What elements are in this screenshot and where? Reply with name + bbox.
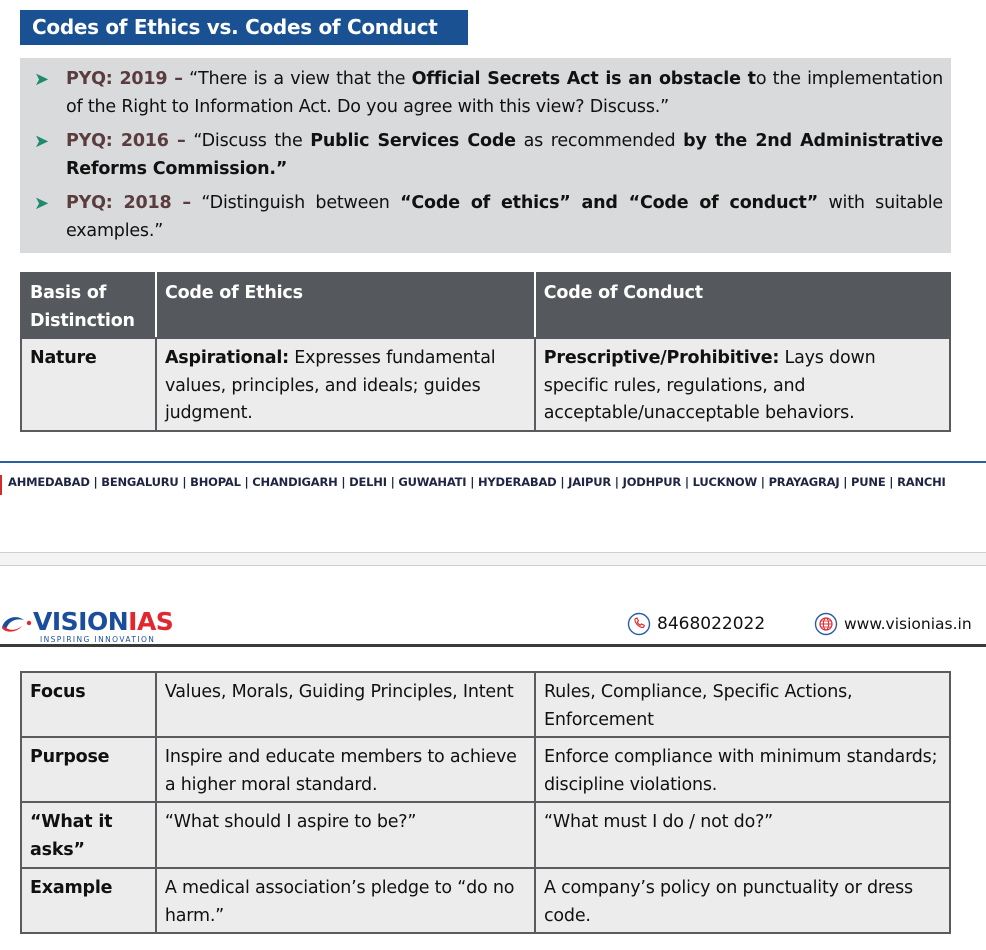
cell-conduct: Enforce compliance with minimum standards; discipline violations. bbox=[535, 737, 950, 802]
pyq-box bbox=[20, 58, 951, 253]
cell-ethics: Values, Morals, Guiding Principles, Intent bbox=[156, 672, 535, 737]
header-code-of-ethics: Code of Ethics bbox=[156, 273, 535, 338]
chevron-right-icon: ➤ bbox=[34, 193, 50, 214]
basis-label: Example bbox=[30, 878, 113, 898]
cell-conduct: Rules, Compliance, Specific Actions, Enforcement bbox=[535, 672, 950, 737]
pyq-text-part: with suitable examples.” bbox=[66, 193, 943, 241]
footer-divider bbox=[0, 461, 986, 463]
cell-ethics bbox=[156, 338, 535, 431]
logo-wordmark bbox=[33, 608, 173, 636]
basis-label: Purpose bbox=[30, 747, 110, 767]
pyq-text-bold: Public Services Code bbox=[310, 131, 516, 151]
cell-conduct: “What must I do / not do?” bbox=[535, 802, 950, 868]
pyq-text-part: as recommended bbox=[515, 131, 684, 151]
phone-contact bbox=[627, 612, 765, 636]
logo-vision: VISION bbox=[33, 607, 129, 636]
visionias-logo bbox=[0, 607, 174, 644]
pyq-text bbox=[66, 128, 943, 183]
basis-label: “What it asks” bbox=[30, 812, 113, 860]
table-row bbox=[21, 672, 950, 737]
ethics-text: Expresses fundamental values, principles, and ideals; guides judgment. bbox=[164, 348, 496, 423]
pyq-text-bold: “Code of ethics” and “Code of conduct” bbox=[400, 193, 819, 213]
cell-conduct: A company’s policy on punctuality or dress code. bbox=[535, 868, 950, 933]
table-row bbox=[21, 338, 950, 431]
header-code-of-conduct: Code of Conduct bbox=[535, 273, 950, 338]
pyq-item bbox=[30, 66, 943, 121]
chevron-right-icon: ➤ bbox=[34, 131, 50, 152]
logo-tagline: INSPIRING INNOVATION bbox=[40, 635, 156, 644]
logo-ias: IAS bbox=[128, 607, 174, 636]
pyq-item bbox=[30, 190, 943, 245]
pyq-label: PYQ: 2018 – bbox=[66, 193, 191, 213]
page-header bbox=[0, 598, 986, 648]
comparison-table-part2 bbox=[20, 671, 951, 934]
conduct-text: Lays down specific rules, regulations, and acceptable/unacceptable behaviors. bbox=[543, 348, 876, 423]
footer-cities: AHMEDABAD | BENGALURU | BHOPAL | CHANDIGARH | DELHI | GUWAHATI | HYDERABAD | JAIPUR | JODHPUR | LUCKNOW | PRAYAGRAJ | PUNE | RANCHI bbox=[0, 475, 986, 495]
table-row bbox=[21, 868, 950, 933]
cell-ethics: “What should I aspire to be?” bbox=[156, 802, 535, 868]
cell-basis bbox=[21, 802, 156, 868]
pyq-text-bold: Official Secrets Act is an obstacle t bbox=[411, 69, 756, 89]
cell-ethics: Inspire and educate members to achieve a higher moral standard. bbox=[156, 737, 535, 802]
ethics-bold: Aspirational: bbox=[164, 348, 289, 368]
website-contact bbox=[814, 612, 972, 636]
header-divider bbox=[0, 644, 986, 647]
pyq-label: PYQ: 2016 – bbox=[66, 131, 186, 151]
cell-basis bbox=[21, 737, 156, 802]
conduct-bold: Prescriptive/Prohibitive: bbox=[543, 348, 780, 368]
header-basis: Basis of Distinction bbox=[21, 273, 156, 338]
cell-basis bbox=[21, 868, 156, 933]
pyq-text bbox=[66, 190, 943, 245]
table-row bbox=[21, 737, 950, 802]
pyq-text-part: o the implementation of the Right to Information Act. Do you agree with this view? Discuss.” bbox=[66, 69, 943, 117]
pyq-text bbox=[66, 66, 943, 121]
cell-basis bbox=[21, 672, 156, 737]
table-row bbox=[21, 802, 950, 868]
pyq-text-part: “There is a view that the bbox=[182, 69, 412, 89]
section-title: Codes of Ethics vs. Codes of Conduct bbox=[20, 10, 468, 45]
phone-icon bbox=[627, 612, 651, 636]
cell-basis bbox=[21, 338, 156, 431]
pyq-label: PYQ: 2019 – bbox=[66, 69, 183, 89]
page-break bbox=[0, 552, 986, 566]
pyq-item bbox=[30, 128, 943, 183]
phone-number: 8468022022 bbox=[657, 614, 766, 634]
pyq-text-bold: by the 2nd Administrative Reforms Commission.” bbox=[66, 131, 943, 179]
logo-swoosh-icon bbox=[0, 612, 34, 634]
basis-label: Nature bbox=[30, 348, 97, 368]
cell-ethics: A medical association’s pledge to “do no harm.” bbox=[156, 868, 535, 933]
pyq-text-part: “Discuss the bbox=[185, 131, 311, 151]
comparison-table-part1 bbox=[20, 272, 951, 432]
pyq-text-part: “Distinguish between bbox=[190, 193, 401, 213]
table-header-row bbox=[21, 273, 950, 338]
website-link[interactable]: www.visionias.in bbox=[844, 615, 972, 633]
cell-conduct bbox=[535, 338, 950, 431]
globe-icon bbox=[814, 612, 838, 636]
basis-label: Focus bbox=[30, 682, 86, 702]
chevron-right-icon: ➤ bbox=[34, 69, 50, 90]
